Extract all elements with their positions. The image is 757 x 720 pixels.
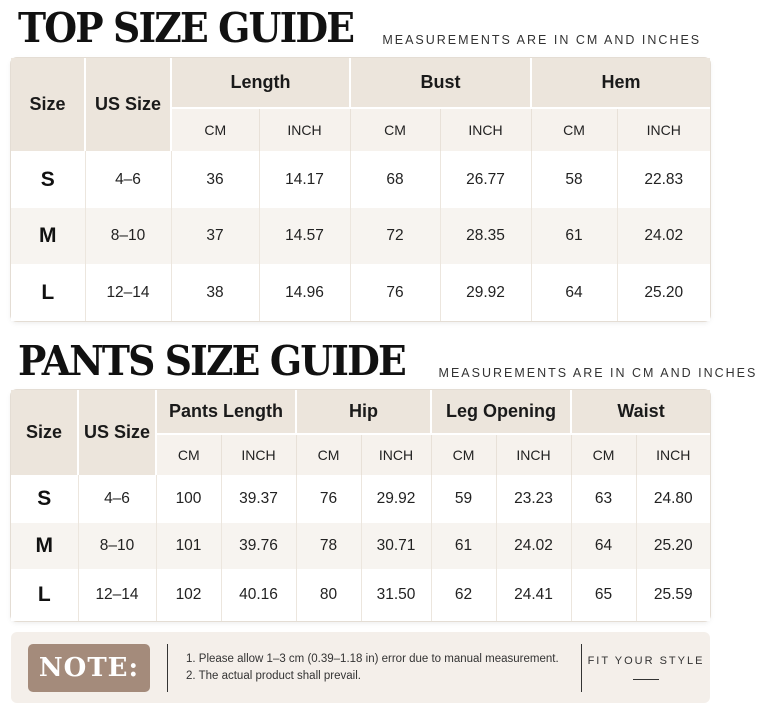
note-list	[186, 651, 581, 685]
table-cell: 14.96	[259, 264, 350, 321]
table-cell: 36	[171, 151, 259, 208]
hem-header: Hem	[531, 58, 710, 108]
table-cell: 28.35	[440, 208, 531, 264]
unit-header: CM	[296, 434, 361, 475]
unit-header: INCH	[221, 434, 296, 475]
note-badge: NOTE:	[28, 644, 150, 692]
table-cell: 25.20	[636, 523, 710, 569]
table-cell: 102	[156, 569, 221, 621]
unit-header: CM	[431, 434, 496, 475]
size-label: L	[11, 264, 85, 321]
table-cell: 12–14	[78, 569, 156, 621]
table-cell: 80	[296, 569, 361, 621]
note-panel	[11, 632, 710, 703]
unit-header: INCH	[259, 108, 350, 151]
table-cell: 29.92	[440, 264, 531, 321]
unit-header: INCH	[636, 434, 710, 475]
note-item: 1. Please allow 1–3 cm (0.39–1.18 in) error due to manual measurement.	[186, 652, 559, 665]
table-row	[11, 264, 710, 321]
table-cell: 64	[571, 523, 636, 569]
divider	[167, 644, 168, 692]
table-cell: 76	[350, 264, 440, 321]
unit-header: CM	[350, 108, 440, 151]
unit-header: INCH	[617, 108, 710, 151]
table-cell: 101	[156, 523, 221, 569]
table-row	[11, 569, 710, 621]
table-cell: 72	[350, 208, 440, 264]
table-cell: 22.83	[617, 151, 710, 208]
table-cell: 100	[156, 475, 221, 523]
table-cell: 31.50	[361, 569, 431, 621]
size-header: Size	[11, 390, 78, 475]
table-cell: 12–14	[85, 264, 171, 321]
unit-header: CM	[531, 108, 617, 151]
table-cell: 62	[431, 569, 496, 621]
pants-guide-subtitle: MEASUREMENTS ARE IN CM AND INCHES	[438, 366, 757, 380]
size-label: L	[11, 569, 78, 621]
table-cell: 8–10	[78, 523, 156, 569]
top-guide-header	[18, 4, 702, 52]
top-guide-subtitle: MEASUREMENTS ARE IN CM AND INCHES	[382, 33, 702, 47]
unit-header: INCH	[361, 434, 431, 475]
unit-header: INCH	[440, 108, 531, 151]
table-cell: 39.76	[221, 523, 296, 569]
table-cell: 59	[431, 475, 496, 523]
table-cell: 39.37	[221, 475, 296, 523]
table-cell: 4–6	[78, 475, 156, 523]
table-cell: 58	[531, 151, 617, 208]
size-label: M	[11, 523, 78, 569]
table-cell: 61	[531, 208, 617, 264]
size-label: S	[11, 151, 85, 208]
length-header: Length	[171, 58, 350, 108]
fit-tagline: FIT YOUR STYLE	[587, 655, 705, 667]
table-cell: 29.92	[361, 475, 431, 523]
pants-guide-title: PANTS SIZE GUIDE	[18, 337, 405, 385]
us-size-header: US Size	[85, 58, 171, 151]
unit-header: CM	[571, 434, 636, 475]
table-cell: 23.23	[496, 475, 571, 523]
unit-header: INCH	[496, 434, 571, 475]
table-cell: 68	[350, 151, 440, 208]
table-cell: 40.16	[221, 569, 296, 621]
waist-header: Waist	[571, 390, 710, 434]
table-cell: 30.71	[361, 523, 431, 569]
hip-header: Hip	[296, 390, 431, 434]
table-cell: 8–10	[85, 208, 171, 264]
table-cell: 65	[571, 569, 636, 621]
table-cell: 24.02	[496, 523, 571, 569]
table-row	[11, 151, 710, 208]
size-label: M	[11, 208, 85, 264]
us-size-header: US Size	[78, 390, 156, 475]
table-cell: 24.80	[636, 475, 710, 523]
top-size-table	[11, 58, 710, 321]
table-row	[11, 523, 710, 569]
table-cell: 25.20	[617, 264, 710, 321]
pants-guide-header	[18, 337, 757, 385]
size-label: S	[11, 475, 78, 523]
table-cell: 4–6	[85, 151, 171, 208]
table-row	[11, 208, 710, 264]
pants-length-header: Pants Length	[156, 390, 296, 434]
table-cell: 63	[571, 475, 636, 523]
table-cell: 64	[531, 264, 617, 321]
table-cell: 24.41	[496, 569, 571, 621]
table-cell: 24.02	[617, 208, 710, 264]
table-cell: 38	[171, 264, 259, 321]
fit-your-style	[582, 655, 710, 680]
table-cell: 14.57	[259, 208, 350, 264]
leg-opening-header: Leg Opening	[431, 390, 571, 434]
unit-header: CM	[156, 434, 221, 475]
note-item: 2. The actual product shall prevail.	[186, 669, 361, 682]
underline	[633, 679, 659, 680]
top-guide-title: TOP SIZE GUIDE	[18, 4, 354, 52]
table-cell: 76	[296, 475, 361, 523]
pants-size-table	[11, 390, 710, 621]
size-header: Size	[11, 58, 85, 151]
table-cell: 14.17	[259, 151, 350, 208]
table-cell: 26.77	[440, 151, 531, 208]
table-cell: 37	[171, 208, 259, 264]
table-row	[11, 475, 710, 523]
unit-header: CM	[171, 108, 259, 151]
bust-header: Bust	[350, 58, 531, 108]
table-cell: 78	[296, 523, 361, 569]
table-cell: 25.59	[636, 569, 710, 621]
table-cell: 61	[431, 523, 496, 569]
